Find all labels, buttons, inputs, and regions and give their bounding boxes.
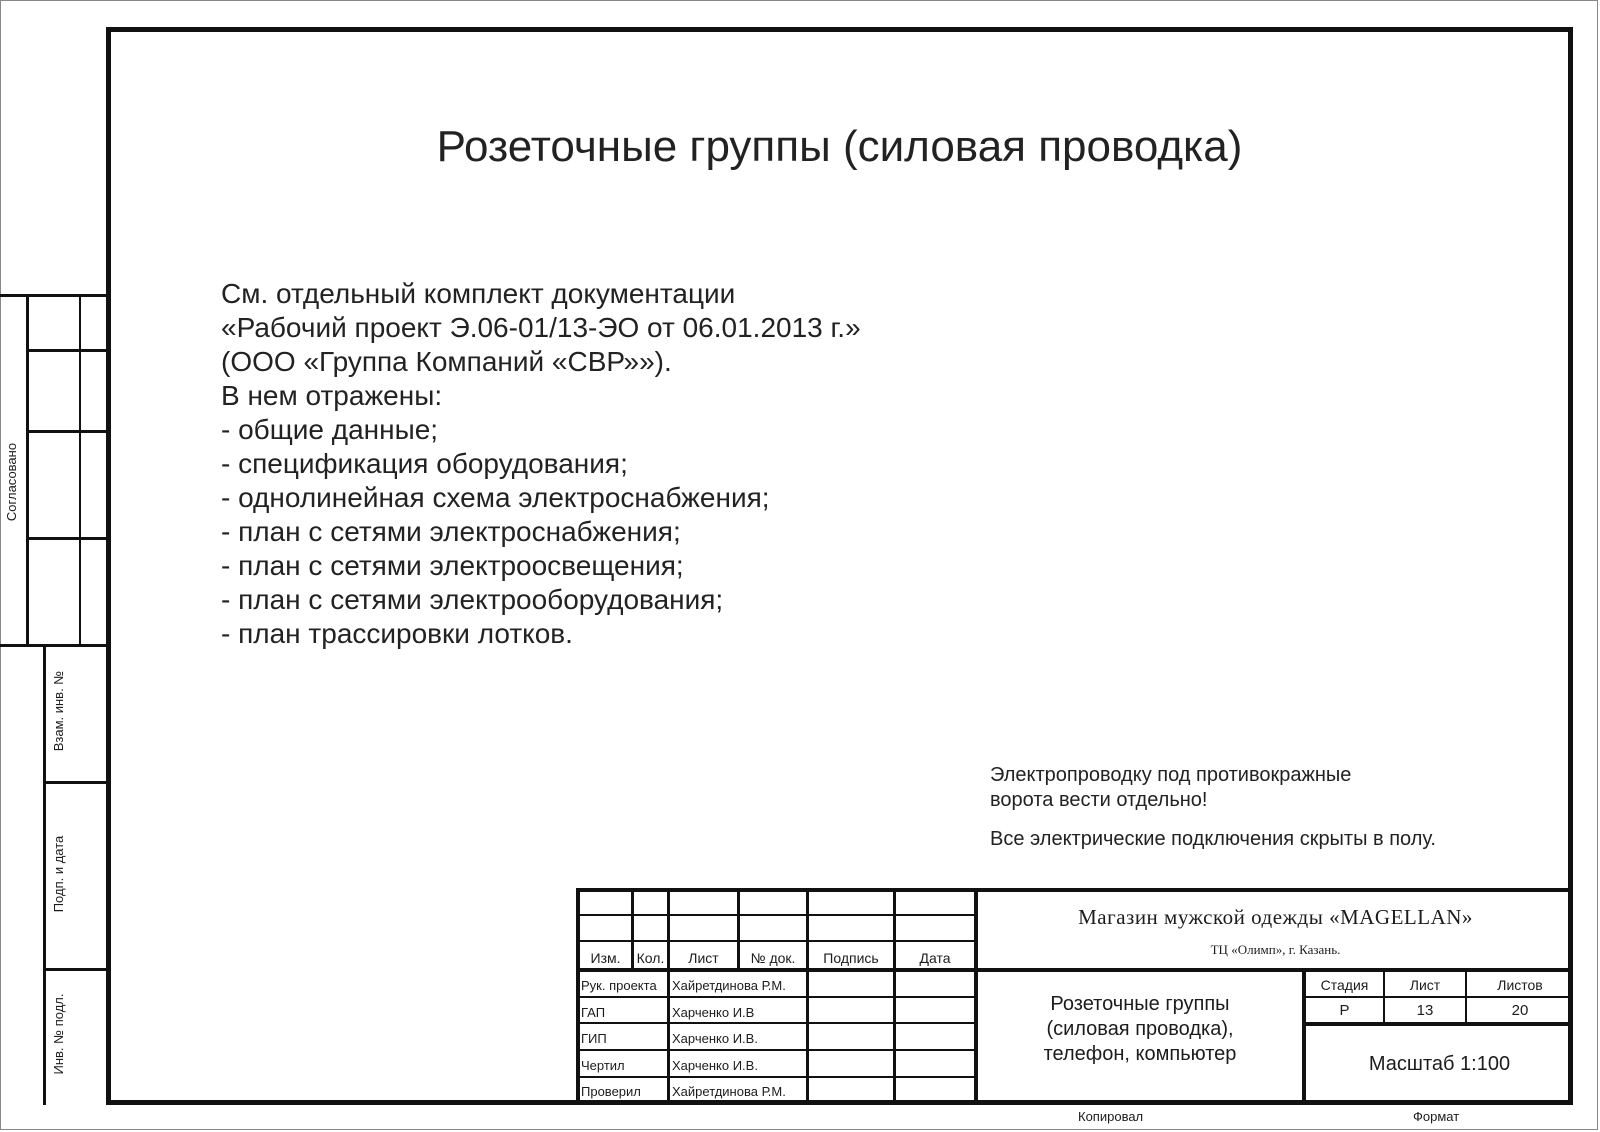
- project-title: Магазин мужской одежды «MAGELLAN»: [1078, 905, 1473, 929]
- body-line: (ООО «Группа Компаний «СВР»»).: [221, 346, 672, 377]
- drawing-title-line: (силовая проводка),: [1046, 1018, 1234, 1040]
- sheets-value: 20: [1511, 1002, 1529, 1019]
- body-line: В нем отражены:: [221, 380, 443, 411]
- side-label-agreed: Согласовано: [4, 442, 19, 522]
- role-label: Чертил: [581, 1058, 625, 1073]
- side-label-inv-orig: Инв. № подл.: [51, 993, 66, 1075]
- copied-label: Копировал: [1078, 1109, 1144, 1124]
- body-line: - план с сетями электрооборудования;: [221, 584, 724, 615]
- body-line: - план с сетями электроснабжения;: [221, 516, 681, 547]
- header-izm: Изм.: [590, 950, 621, 966]
- documentation-text: [221, 277, 861, 651]
- body-line: См. отдельный комплект документации: [221, 278, 736, 309]
- role-label: Проверил: [581, 1084, 641, 1099]
- sheets-label: Листов: [1497, 977, 1543, 993]
- drawing-title: [978, 992, 1302, 1067]
- format-label: Формат: [1413, 1109, 1460, 1124]
- role-name: Харченко И.В.: [672, 1058, 758, 1073]
- sheet-title: Розеточные группы (силовая проводка): [436, 122, 1243, 171]
- stage-value: Р: [1339, 1002, 1350, 1019]
- body-line: «Рабочий проект Э.06-01/13-ЭО от 06.01.2013 г.»: [221, 312, 861, 343]
- role-name: Хайретдинова Р.М.: [672, 1084, 786, 1099]
- body-line: - общие данные;: [221, 414, 439, 445]
- header-date: Дата: [919, 950, 951, 966]
- body-line: - план трассировки лотков.: [221, 618, 573, 649]
- role-label: ГАП: [581, 1005, 606, 1020]
- notes: [990, 763, 1436, 852]
- role-name: Харченко И.В: [672, 1005, 755, 1020]
- side-label-replace-inv: Взам. инв. №: [51, 670, 66, 752]
- drawing-title-line: Розеточные группы: [1050, 993, 1230, 1015]
- drawing-title-line: телефон, компьютер: [1043, 1043, 1237, 1065]
- header-kol: Кол.: [636, 950, 665, 966]
- side-label-sign-date: Подп. и дата: [51, 835, 66, 913]
- stage-label: Стадия: [1320, 977, 1369, 993]
- body-line: - план с сетями электроосвещения;: [221, 550, 684, 581]
- sheet-value: 13: [1416, 1002, 1434, 1019]
- role-label: ГИП: [581, 1031, 607, 1046]
- note-line: Все электрические подключения скрыты в полу.: [990, 828, 1436, 850]
- header-sign: Подпись: [823, 950, 879, 966]
- role-label: Рук. проекта: [581, 978, 657, 993]
- note-line: ворота вести отдельно!: [990, 789, 1208, 811]
- scale: Масштаб 1:100: [1368, 1053, 1511, 1075]
- sheet-label: Лист: [1409, 977, 1441, 993]
- body-line: - спецификация оборудования;: [221, 448, 628, 479]
- note-line: Электропроводку под противокражные: [990, 764, 1352, 786]
- role-name: Хайретдинова Р.М.: [672, 978, 786, 993]
- body-line: - однолинейная схема электроснабжения;: [221, 482, 770, 513]
- header-doc: № док.: [750, 950, 796, 966]
- role-name: Харченко И.В.: [672, 1031, 758, 1046]
- header-list: Лист: [688, 950, 719, 966]
- project-location: ТЦ «Олимп», г. Казань.: [1210, 942, 1341, 957]
